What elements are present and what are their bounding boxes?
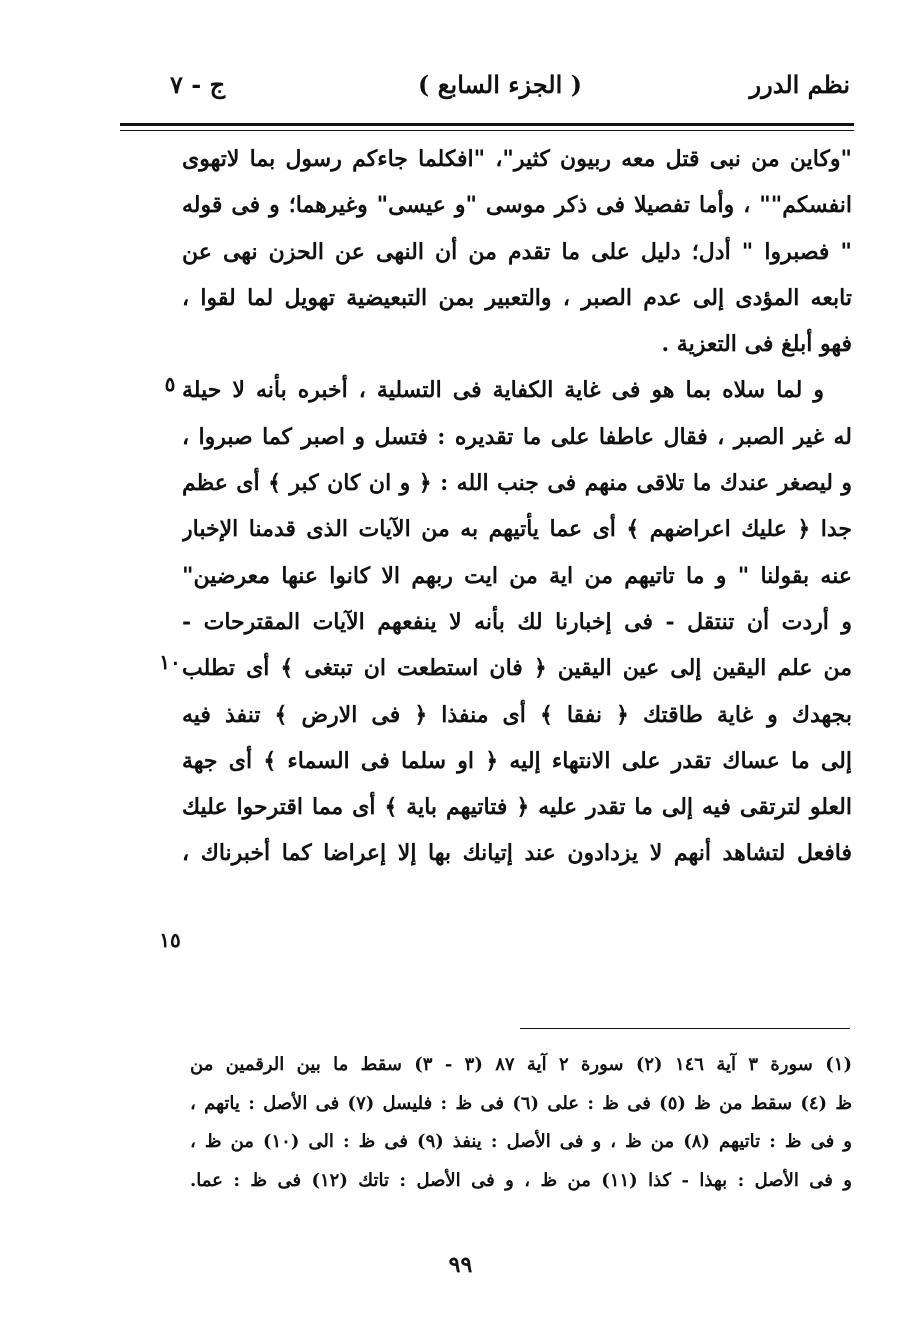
text-line: و لما سلاه بما هو فى غاية الكفاية فى التسلية ، أخبره بأنه لا حيلة (182, 377, 824, 404)
header-rule (120, 123, 854, 126)
line-number-10: ١٠ (159, 650, 181, 674)
text-line: له غير الصبر ، فقال عاطفا على ما تقديره : فتسل و اصبر كما صبروا ، (182, 423, 852, 450)
text-line: إلى ما عساك تقدر على الانتهاء إليه ﴿ او سلما فى السماء ﴾ أى جهة (182, 747, 852, 774)
line-number-15: ١٥ (159, 928, 181, 952)
text-line: تابعه المؤدى إلى عدم الصبر ، والتعبير بمن التبعيضية تهويل لما لقوا ، (182, 284, 852, 311)
text-line: بجهدك و غاية طاقتك ﴿ نفقا ﴾ أى منفذا ﴿ فى الارض ﴾ تنفذ فيه (182, 701, 852, 728)
text-line: العلو لترتقى فيه إلى ما تقدر عليه ﴿ فتاتيهم باية ﴾ أى مما اقترحوا عليك (182, 794, 852, 821)
volume-label: ج - ٧ (170, 70, 226, 99)
page-number: ٩٩ (448, 1252, 473, 1278)
text-line: "وكاين من نبى قتل معه ربيون كثير"، "افكلما جاءكم رسول بما لاتهوى (182, 146, 852, 172)
header-rule-thin (120, 130, 854, 131)
footnote-rule (520, 1028, 850, 1029)
book-title: نظم الدرر (749, 70, 850, 99)
text-line: " فصبروا " أدل؛ دليل على ما تقدم من أن النهى عن الحزن نهى عن (182, 238, 852, 265)
footnote-line: و فى الأصل : بهذا - كذا (١١) من ظ ، و فى الأصل : تاتك (١٢) فى ظ : عما. (190, 1169, 852, 1191)
footnote-line: (١) سورة ٣ آية ١٤٦ (٢) سورة ٢ آية ٨٧ (٣ - ٣) سقط ما بين الرقمين من (190, 1054, 852, 1075)
footnotes (190, 1046, 852, 1200)
footnote-line: و فى ظ : تاتيهم (٨) من ظ ، و فى الأصل : ينفذ (٩) فى ظ : الى (١٠) من ظ ، (190, 1131, 852, 1152)
part-title: ( الجزء السابع ) (418, 70, 582, 99)
text-line: و أردت أن تنتقل - فى إخبارنا لك بأنه لا ينفعهم الآيات المقترحات - (182, 608, 852, 635)
text-line: جدا ﴿ عليك اعراضهم ﴾ أى عما يأتيهم به من الآيات الذى قدمنا الإخبار (182, 516, 852, 543)
text-line: فهو أبلغ فى التعزية . (661, 331, 852, 358)
line-number-5: ٥ (164, 372, 176, 396)
running-header (150, 62, 850, 112)
text-line: انفسكم"" ، وأما تفصيلا فى ذكر موسى "و عيسى" وغيرهما؛ و فى قوله (182, 192, 852, 219)
text-line: و ليصغر عندك ما تلاقى منهم فى جنب الله : ﴿ و ان كان كبر ﴾ أى عظم (182, 470, 852, 497)
footnote-line: ظ (٤) سقط من ظ (٥) فى ظ : على (٦) فى ظ : فليسل (٧) فى الأصل : ياتهم ، (190, 1092, 852, 1114)
text-line: عنه بقولنا " و ما تاتيهم من اية من ايت ربهم الا كانوا عنها معرضين" (182, 562, 852, 589)
text-line: من علم اليقين إلى عين اليقين ﴿ فان استطعت ان تبتغى ﴾ أى تطلب (182, 655, 852, 682)
text-line: فافعل لتشاهد أنهم لا يزدادون عند إتيانك بها إلا إعراضا كما أخبرناك ، (182, 840, 852, 867)
main-text (182, 136, 852, 877)
